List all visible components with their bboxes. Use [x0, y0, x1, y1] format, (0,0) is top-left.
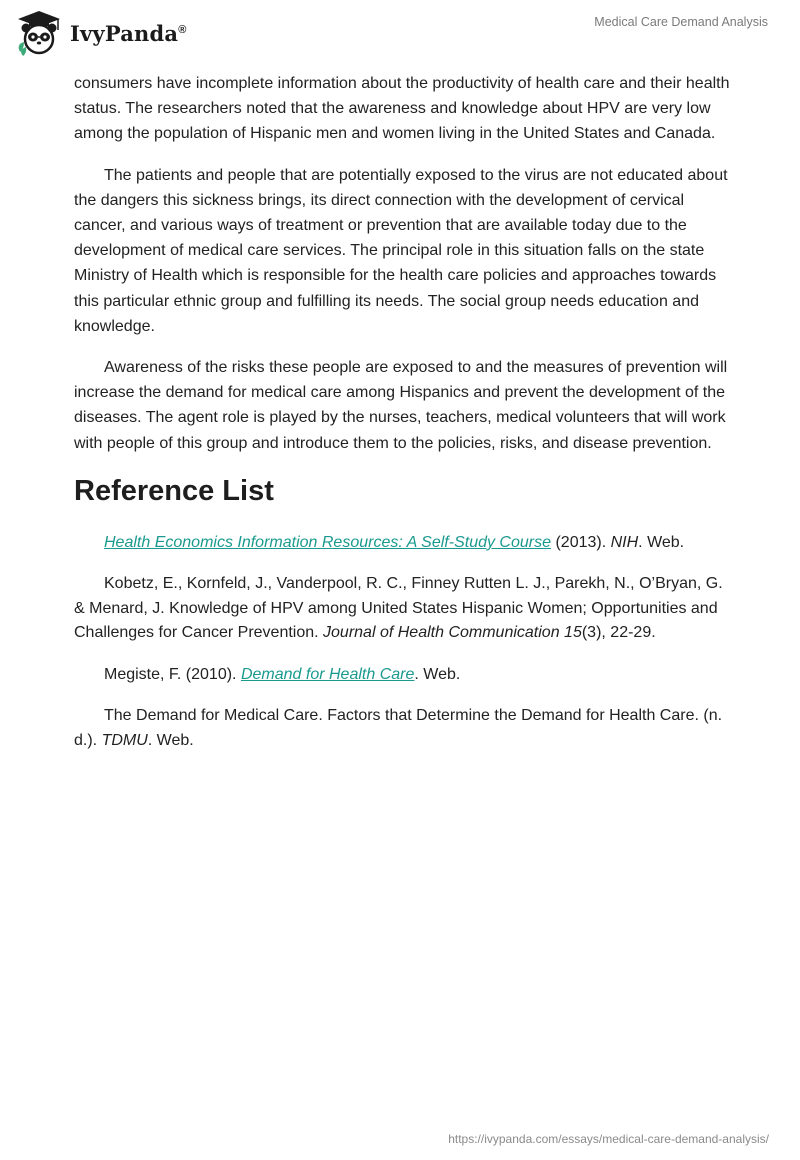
body-paragraph: consumers have incomplete information about the productivity of health care and their health status. The researchers noted that the awareness and knowledge about HPV are very low among the population of Hispanic men and women living in the United States and Canada.	[74, 75, 730, 143]
reference-item: Kobetz, E., Kornfeld, J., Vanderpool, R. C., Finney Rutten L. J., Parekh, N., O’Bryan, G. & Menard, J. Knowledge of HPV among United States Hispanic Women; Opportunities and Challenges for Cancer Prevention. Journal of Health Communication 15(3), 22-29.	[74, 575, 723, 642]
page-header	[0, 0, 800, 70]
body-paragraph: Awareness of the risks these people are exposed to and the measures of prevention will increase the demand for medical care among Hispanics and prevent the development of the diseases. The agent role is played by the nurses, teachers, medical volunteers that will work with people of this group and introduce them to the policies, risks, and disease prevention.	[74, 359, 728, 452]
reference-item: Health Economics Information Resources: A Self-Study Course (2013). NIH. Web.	[104, 533, 685, 551]
reference-list-heading: Reference List	[74, 474, 274, 507]
reference-link[interactable]: Demand for Health Care	[240, 665, 415, 683]
body-paragraph: The patients and people that are potentially exposed to the virus are not educated about the dangers this sickness brings, its direct connection with the development of cervical cancer, and various ways of treatment or prevention that are available today due to the development of medical care services. The principal role in this situation falls on the state Ministry of Health which is responsible for the health care policies and approaches towards this particular ethnic group and fulfilling its needs. The social group needs education and knowledge.	[74, 166, 728, 335]
ivypanda-logo[interactable]	[14, 8, 187, 58]
page-url-footer: https://ivypanda.com/essays/medical-care-demand-analysis/	[448, 1132, 769, 1146]
reference-link[interactable]: Health Economics Information Resources: A Self-Study Course	[104, 533, 552, 551]
logo-wordmark: IvyPanda®	[70, 20, 187, 46]
panda-mascot-icon	[14, 8, 64, 58]
reference-item: Megiste, F. (2010). Demand for Health Care. Web.	[104, 665, 461, 683]
essay-content	[74, 71, 730, 770]
document-title: Medical Care Demand Analysis	[594, 15, 768, 29]
reference-item: The Demand for Medical Care. Factors that Determine the Demand for Health Care. (n. d.). TDMU. Web.	[74, 707, 723, 749]
